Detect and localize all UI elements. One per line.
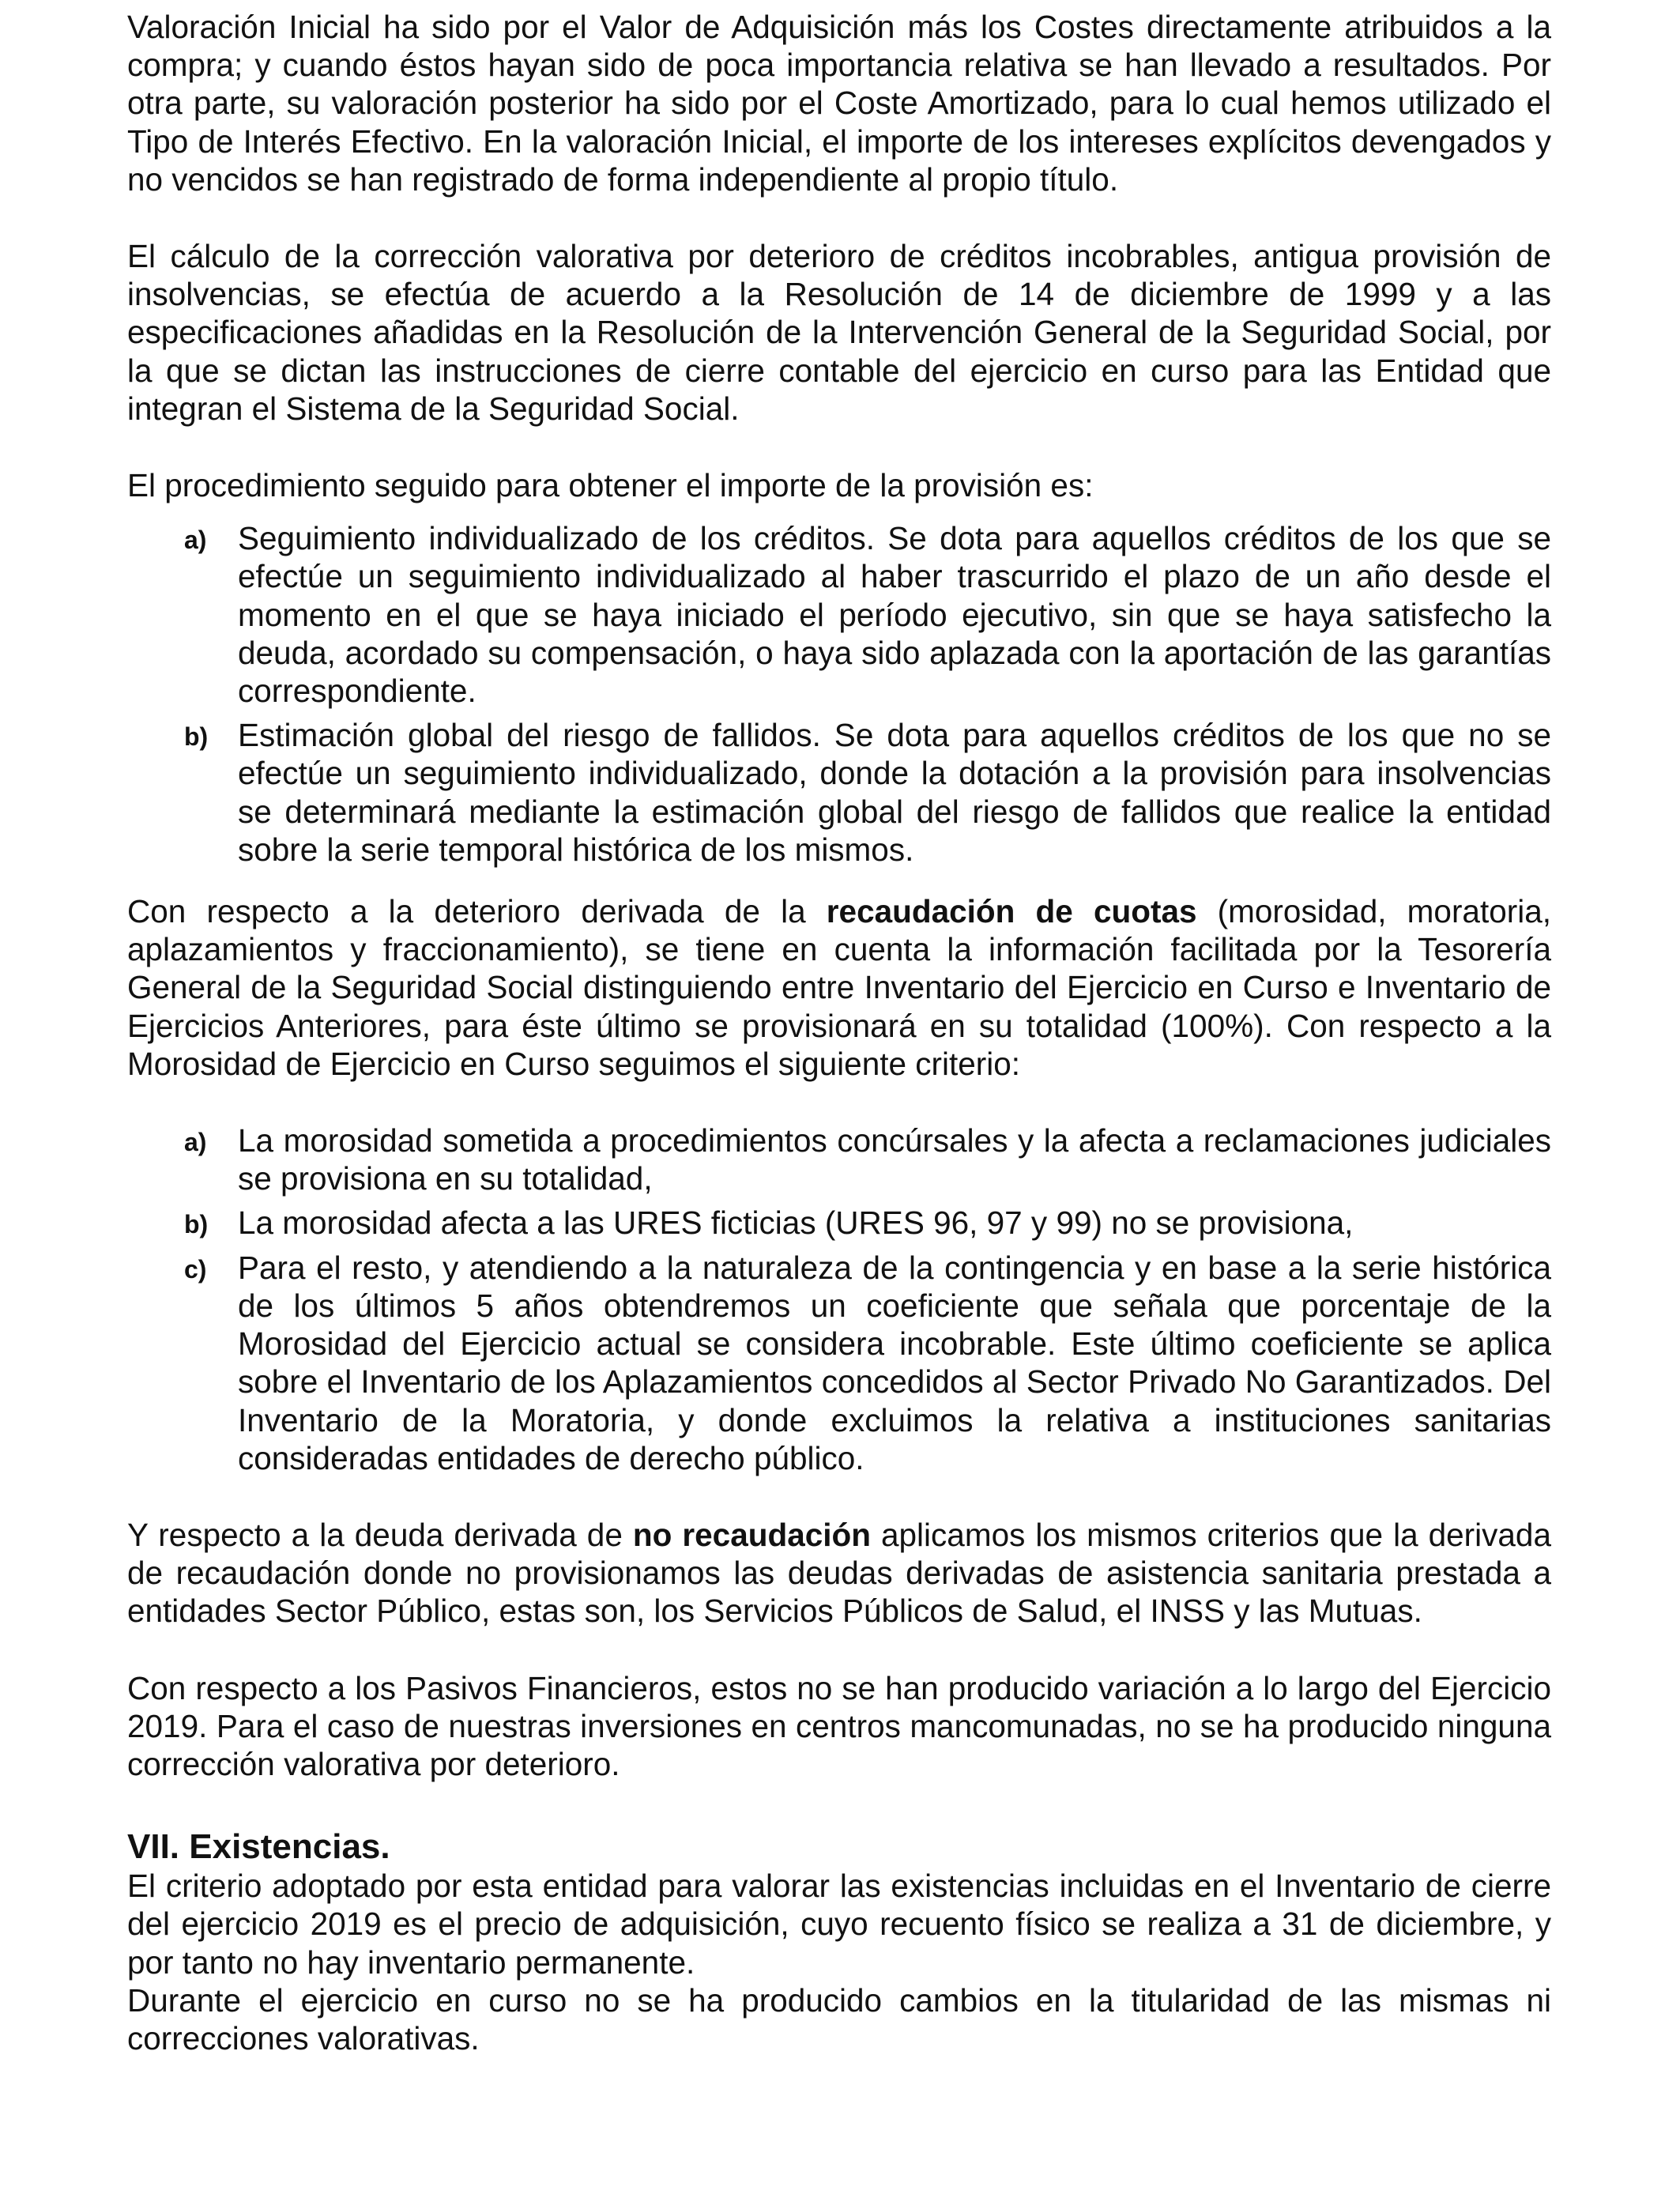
list-item-text: Seguimiento individualizado de los créditos. Se dota para aquellos créditos de los que se efectúe un seguimiento individualizado al haber trascurrido el plazo de un año desde el momento en el que se haya iniciado el período ejecutivo, sin que se haya satisfecho la deuda, acordado su compensación, o haya sido aplazada con la aportación de las garantías correspondiente.	[238, 520, 1551, 710]
morosidad-criteria-list	[127, 1122, 1551, 1477]
list-marker: a)	[184, 526, 207, 555]
text-run: aplicamos los mismos criterios que la derivada de recaudación donde no provisionamos las deudas derivadas de asistencia sanitaria prestada a entidades Sector Público, estas son, los Servicios Públicos de Salud, el INSS y las Mutuas.	[127, 1516, 1551, 1630]
list-item	[127, 1249, 1551, 1477]
list-marker: c)	[184, 1254, 207, 1284]
list-marker: b)	[184, 1210, 209, 1239]
text-run: Y respecto a la deuda derivada de	[127, 1516, 633, 1553]
list-item-text: Para el resto, y atendiendo a la naturaleza de la contingencia y en base a la serie histórica de los últimos 5 años obtendremos un coeficiente que señala que porcentaje de la Morosidad del Ejercicio actual se considera incobrable. Este último coeficiente se aplica sobre el Inventario de los Aplazamientos concedidos al Sector Privado No Garantizados. Del Inventario de la Moratoria, y donde excluimos la relativa a instituciones sanitarias consideradas entidades de derecho público.	[238, 1249, 1551, 1476]
section-heading: VII. Existencias.	[127, 1827, 390, 1867]
paragraph-procedimiento: El procedimiento seguido para obtener el importe de la provisión es:	[127, 467, 1094, 504]
paragraph-no-recaudacion	[127, 1516, 1551, 1630]
list-item	[127, 519, 1551, 710]
list-marker: a)	[184, 1128, 207, 1157]
list-item-text: La morosidad afecta a las URES ficticias (URES 96, 97 y 99) no se provisiona,	[238, 1204, 1354, 1242]
text-run: (morosidad, moratoria, aplazamientos y fraccionamiento), se tiene en cuenta la información facilitada por la Tesorería General de la Seguridad Social distinguiendo entre Inventario del Ejercicio en Curso e Inventario de Ejercicios Anteriores, para éste último se provisionará en su totalidad (100%). Con respecto a la Morosidad de Ejercicio en Curso seguimos el siguiente criterio:	[127, 893, 1551, 1082]
paragraph-correccion-valorativa: El cálculo de la corrección valorativa por deterioro de créditos incobrables, antigua provisión de insolvencias, se efectúa de acuerdo a la Resolución de 14 de diciembre de 1999 y a las especificaciones añadidas en la Resolución de la Intervención General de la Seguridad Social, por la que se dictan las instrucciones de cierre contable del ejercicio en curso para las Entidad que integran el Sistema de la Seguridad Social.	[127, 238, 1551, 427]
text-run: Con respecto a la deterioro derivada de la	[127, 893, 827, 930]
list-item-text: Estimación global del riesgo de fallidos. Se dota para aquellos créditos de los que no se efectúe un seguimiento individualizado, donde la dotación a la provisión para insolvencias se determinará mediante la estimación global del riesgo de fallidos que realice la entidad sobre la serie temporal histórica de los mismos.	[238, 717, 1551, 868]
list-item	[127, 716, 1551, 869]
list-item-text: La morosidad sometida a procedimientos concúrsales y la afecta a reclamaciones judiciales se provisiona en su totalidad,	[238, 1122, 1551, 1197]
bold-term: recaudación de cuotas	[826, 893, 1197, 930]
bold-term: no recaudación	[632, 1516, 871, 1553]
paragraph-existencias-criterio: El criterio adoptado por esta entidad para valorar las existencias incluidas en el Inventario de cierre del ejercicio 2019 es el precio de adquisición, cuyo recuento físico se realiza a 31 de diciembre, y por tanto no hay inventario permanente.	[127, 1868, 1551, 1981]
list-marker: b)	[184, 722, 209, 752]
paragraph-valoracion: Valoración Inicial ha sido por el Valor de Adquisición más los Costes directamente atribuidos a la compra; y cuando éstos hayan sido de poca importancia relativa se han llevado a resultados. Por otra parte, su valoración posterior ha sido por el Coste Amortizado, para lo cual hemos utilizado el Tipo de Interés Efectivo. En la valoración Inicial, el importe de los intereses explícitos devengados y no vencidos se han registrado de forma independiente al propio título.	[127, 9, 1551, 198]
document-page	[127, 8, 1551, 2057]
paragraph-existencias-cambios: Durante el ejercicio en curso no se ha producido cambios en la titularidad de las mismas ni correcciones valorativas.	[127, 1981, 1551, 2056]
list-item	[127, 1204, 1551, 1242]
paragraph-pasivos-financieros: Con respecto a los Pasivos Financieros, estos no se han producido variación a lo largo del Ejercicio 2019. Para el caso de nuestras inversiones en centros mancomunadas, no se ha producido ninguna corrección valorativa por deterioro.	[127, 1669, 1551, 1782]
paragraph-recaudacion-cuotas	[127, 892, 1551, 1083]
list-item	[127, 1122, 1551, 1197]
provision-methods-list	[127, 519, 1551, 869]
